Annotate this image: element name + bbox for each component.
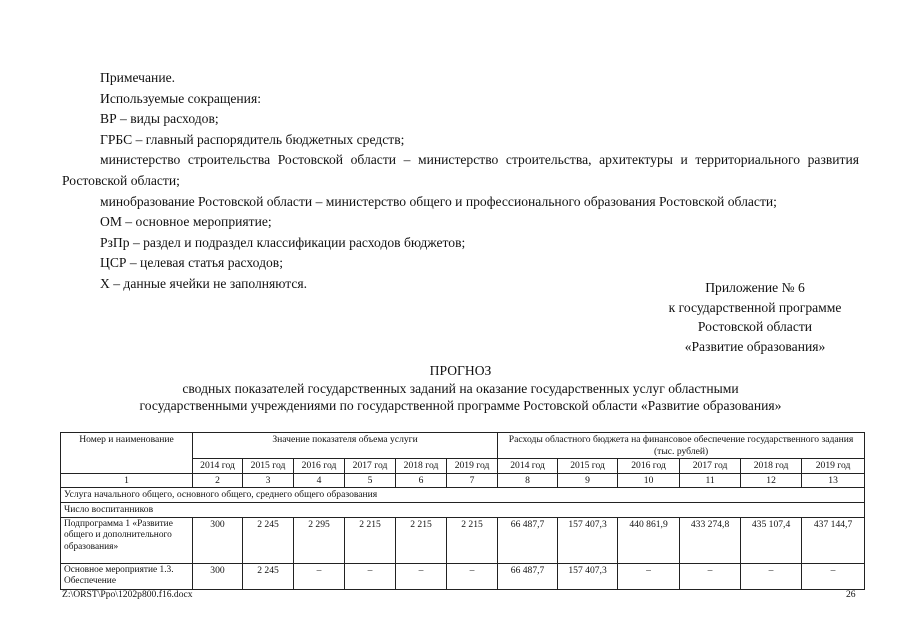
note-line: ВР – виды расходов; bbox=[100, 111, 219, 127]
year-header: 2018 год bbox=[741, 459, 802, 474]
cell-value: – bbox=[396, 563, 447, 589]
cell-value: – bbox=[802, 563, 865, 589]
column-number: 10 bbox=[618, 473, 680, 488]
title-line: сводных показателей государственных заданий на оказание государственных услуг областными bbox=[182, 380, 739, 396]
note-line: ЦСР – целевая статья расходов; bbox=[100, 255, 283, 271]
cell-value: 2 215 bbox=[345, 517, 396, 563]
cell-value: 157 407,3 bbox=[558, 517, 618, 563]
page-number: 26 bbox=[846, 589, 856, 600]
year-header: 2016 год bbox=[618, 459, 680, 474]
note-line: ГРБС – главный распорядитель бюджетных средств; bbox=[100, 131, 405, 147]
column-number: 8 bbox=[498, 473, 558, 488]
cell-value: 2 215 bbox=[396, 517, 447, 563]
cell-value: – bbox=[618, 563, 680, 589]
count-label: Число воспитанников bbox=[61, 502, 865, 517]
col-name-header: Номер и наименование bbox=[61, 433, 193, 474]
service-name: Услуга начального общего, основного общего, среднего общего образования bbox=[61, 488, 865, 503]
column-number: 2 bbox=[193, 473, 243, 488]
column-number: 7 bbox=[447, 473, 498, 488]
note-line: Используемые сокращения: bbox=[100, 90, 261, 106]
year-header: 2016 год bbox=[294, 459, 345, 474]
cell-value: 66 487,7 bbox=[498, 517, 558, 563]
appendix-number: Приложение № 6 bbox=[705, 280, 805, 295]
cell-value: 2 245 bbox=[243, 563, 294, 589]
year-header: 2019 год bbox=[447, 459, 498, 474]
row-name: Подпрограмма 1 «Развитие общего и дополнительного образования» bbox=[61, 517, 193, 563]
year-header: 2017 год bbox=[345, 459, 396, 474]
cell-value: 2 295 bbox=[294, 517, 345, 563]
table-row bbox=[61, 563, 865, 589]
cell-value: 435 107,4 bbox=[741, 517, 802, 563]
cell-value: 157 407,3 bbox=[558, 563, 618, 589]
column-number: 13 bbox=[802, 473, 865, 488]
file-path-footer: Z:\ORST\Ppo\1202p800.f16.docx bbox=[62, 589, 193, 600]
column-number: 4 bbox=[294, 473, 345, 488]
appendix-line: «Развитие образования» bbox=[684, 338, 826, 354]
note-line: ОМ – основное мероприятие; bbox=[100, 214, 272, 230]
cell-value: 2 245 bbox=[243, 517, 294, 563]
cell-value: 2 215 bbox=[447, 517, 498, 563]
expenses-header: Расходы областного бюджета на финансовое обеспечение государственного задания (тыс. рублей) bbox=[498, 433, 865, 459]
note-heading: Примечание. bbox=[100, 70, 176, 85]
column-number: 1 bbox=[61, 473, 193, 488]
note-line: Х – данные ячейки не заполняются. bbox=[100, 275, 308, 291]
note-line: РзПр – раздел и подраздел классификации расходов бюджетов; bbox=[100, 234, 466, 250]
row-name: Основное мероприятие 1.3. Обеспечение bbox=[61, 563, 193, 589]
year-header: 2017 год bbox=[680, 459, 741, 474]
count-row bbox=[61, 502, 865, 517]
cell-value: 437 144,7 bbox=[802, 517, 865, 563]
cell-value: 66 487,7 bbox=[498, 563, 558, 589]
cell-value: 300 bbox=[193, 517, 243, 563]
column-number: 5 bbox=[345, 473, 396, 488]
title-line: государственными учреждениями по государственной программе Ростовской области «Развитие образования» bbox=[139, 398, 782, 413]
cell-value: 300 bbox=[193, 563, 243, 589]
year-header: 2018 год bbox=[396, 459, 447, 474]
cell-value: – bbox=[447, 563, 498, 589]
year-header: 2015 год bbox=[558, 459, 618, 474]
column-number: 6 bbox=[396, 473, 447, 488]
year-header: 2015 год bbox=[243, 459, 294, 474]
cell-value: – bbox=[294, 563, 345, 589]
year-header: 2014 год bbox=[193, 459, 243, 474]
cell-value: – bbox=[741, 563, 802, 589]
cell-value: 440 861,9 bbox=[618, 517, 680, 563]
column-number: 12 bbox=[741, 473, 802, 488]
abbreviations-note bbox=[62, 68, 859, 295]
table-row bbox=[61, 517, 865, 563]
table-header-row bbox=[61, 433, 865, 459]
cell-value: – bbox=[680, 563, 741, 589]
forecast-table bbox=[60, 432, 865, 590]
column-number: 9 bbox=[558, 473, 618, 488]
appendix-line: к государственной программе bbox=[668, 299, 842, 315]
year-header: 2014 год bbox=[498, 459, 558, 474]
column-number: 11 bbox=[680, 473, 741, 488]
column-number-row bbox=[61, 473, 865, 488]
indicator-header: Значение показателя объема услуги bbox=[193, 433, 498, 459]
title-heading: ПРОГНОЗ bbox=[429, 363, 492, 378]
cell-value: 433 274,8 bbox=[680, 517, 741, 563]
column-number: 3 bbox=[243, 473, 294, 488]
service-row bbox=[61, 488, 865, 503]
note-line: минобразование Ростовской области – министерство общего и профессионального образования Ростовской области; bbox=[100, 193, 777, 209]
document-title bbox=[62, 362, 859, 415]
appendix-line: Ростовской области bbox=[697, 319, 813, 335]
note-line: министерство строительства Ростовской области – министерство строительства, архитектуры и территориального развития Ростовской области; bbox=[62, 152, 859, 188]
year-header: 2019 год bbox=[802, 459, 865, 474]
appendix-block bbox=[600, 278, 905, 356]
cell-value: – bbox=[345, 563, 396, 589]
